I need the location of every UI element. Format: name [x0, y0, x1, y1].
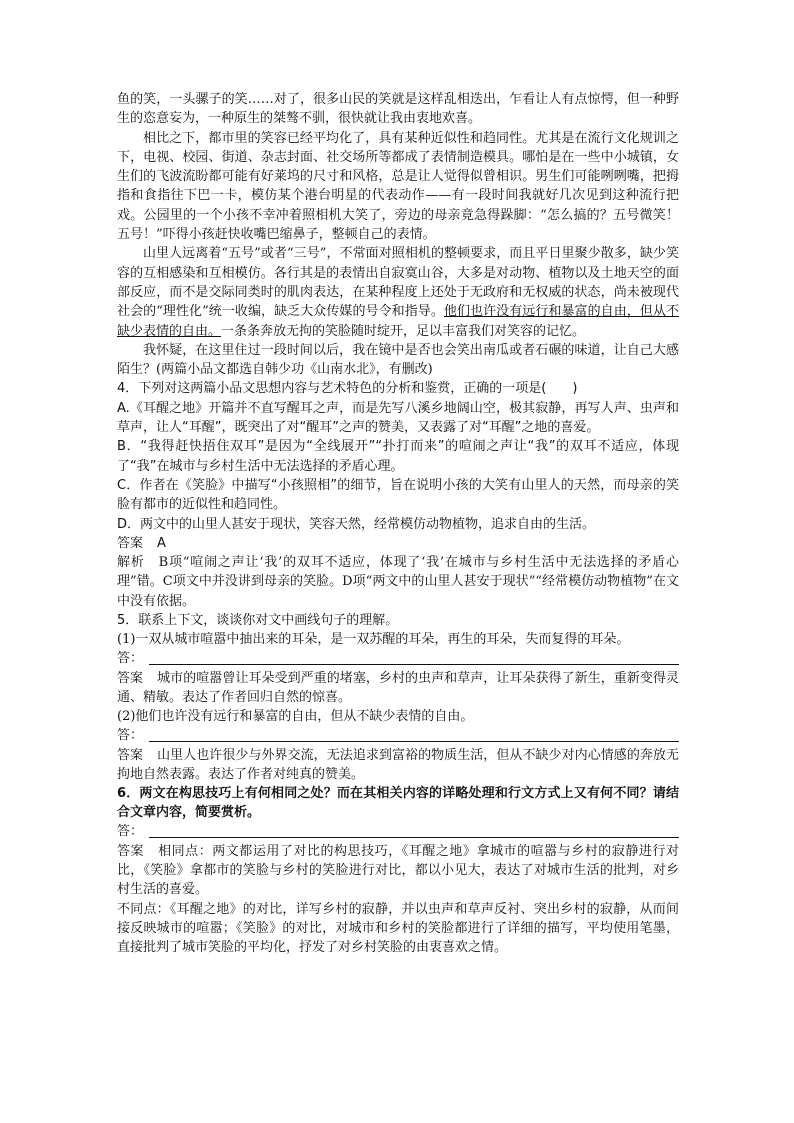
analysis-text: B项“喧闹之声让‘我’的双耳不适应，体现了‘我’在城市与乡村生活中无法选择的矛盾心理”错。C项文中并没讲到母亲的笑脸。D项“两文中的山里人甚安于现状”“经常模仿动物植物”在文中没有依据。 [117, 555, 679, 609]
question-4-option-c: C．作者在《笑脸》中描写“小孩照相”的细节，旨在说明小孩的大笑有山里人的天然，而母亲的笑脸有都市的近似性和趋同性。 [117, 477, 679, 513]
question-4-option-a: A.《耳醒之地》开篇并不直写醒耳之声，而是先写八溪乡地阔山空，极其寂静，再写人声、虫声和草声，让人“耳醒”，既突出了对“醒耳”之声的赞美，又表露了对“耳醒”之地的喜爱。 [117, 400, 679, 436]
passage-paragraph-1: 鱼的笑，一头骡子的笑……对了，很多山民的笑就是这样乱相迭出，乍看让人有点惊愕，但一种野生的恣意妄为，一种原生的桀骜不驯，很快就让我由衷地欢喜。 [117, 92, 679, 127]
answer-text: 城市的喧嚣曾让耳朵受到严重的堵塞，乡村的虫声和草声，让耳朵获得了新生，重新变得灵通、精敏。表达了作者回归自然的惊喜。 [117, 670, 679, 705]
answer-label: 答案 [117, 535, 144, 551]
question-4-option-d: D．两文中的山里人甚安于现状，笑容天然，经常模仿动物植物，追求自由的生活。 [117, 516, 596, 532]
question-5-sub-1: (1)一双从城市喧嚣中抽出来的耳朵，是一双苏醒的耳朵，再生的耳朵，失而复得的耳朵。 [117, 632, 630, 648]
passage-paragraph-2: 相比之下，都市里的笑容已经平均化了，具有某种近似性和趋同性。尤其是在流行文化规训之下，电视、校园、街道、杂志封面、社交场所等都成了表情制造模具。哪怕是在一些中小城镇，女生们的飞波流盼都可能有好莱坞的尺寸和风格，总是让人觉得似曾相识。男生们可能咧咧嘴，把拇指和食指往下巴一卡，模仿某个港台明星的代表动作——有一段时间我就好几次见到这种流行把戏。公园里的一个小孩不幸冲着照相机大笑了，旁边的母亲竟急得跺脚：“怎么搞的？五号微笑！五号！”吓得小孩赶快收嘴巴缩鼻子，整顿自己的表情。 [117, 130, 679, 243]
answer-blank[interactable] [149, 837, 679, 838]
answer-blank[interactable] [149, 664, 679, 665]
answer-blank[interactable] [149, 741, 679, 742]
question-4-answer [117, 534, 679, 553]
document-body [117, 90, 679, 957]
question-4-analysis [117, 553, 679, 611]
question-6-stem: 6．两文在构思技巧上有何相同之处？而在其相关内容的详略处理和行文方式上又有何不同？请结合文章内容，简要赏析。 [117, 786, 679, 821]
question-5-sub-2: (2)他们也许没有远行和暴富的自由，但从不缺少表情的自由。 [117, 709, 474, 725]
question-5-reply-line-1 [117, 650, 679, 669]
underlined-sentence: 他们也许没有远行和暴富的自由，但从不缺少表情的自由。 [117, 304, 679, 339]
answer-label: 答案 [117, 747, 144, 763]
passage-paragraph-3-text: 山里人远离着“五号”或者“三号”，不常面对照相机的整顿要求，而且平日里聚少散多，缺少笑容的互相感染和互相模仿。各行其是的表情出自寂寞山谷，大多是对动物、植物以及土地天空的面部反应，而不是交际同类时的肌肉表达，在某种程度上还处于无政府和无权威的状态，尚未被现代社会的“理性化”统一收编，缺乏大众传媒的号令和指导。 [117, 246, 679, 320]
reply-label: 答： [117, 728, 144, 744]
answer-value: A [157, 535, 166, 551]
reply-label: 答： [117, 651, 144, 667]
question-6-answer-diff: 不同点：《耳醒之地》的对比，详写乡村的寂静，并以虫声和草声反衬、突出乡村的寂静，从而间接反映城市的喧嚣；《笑脸》的对比，对城市和乡村的笑脸都进行了详细的描写，平均使用笔墨，直接批判了城市笑脸的平均化，抒发了对乡村笑脸的由衷喜欢之情。 [117, 901, 679, 956]
question-4-option-b: B．“我得赶快捂住双耳”是因为“全线展开”“扑打而来”的喧闹之声让“我”的双耳不适应，体现了“我”在城市与乡村生活中无法选择的矛盾心理。 [117, 439, 679, 474]
passage-paragraph-4: 我怀疑，在这里住过一段时间以后，我在镜中是否也会笑出南瓜或者石碾的味道，让自己大感陌生？(两篇小品文都选自韩少功《山南水北》，有删改) [117, 342, 679, 378]
question-5-answer-2 [117, 746, 679, 785]
question-6-reply-line [117, 823, 679, 842]
answer-text: 山里人也许很少与外界交流，无法追求到富裕的物质生活，但从不缺少对内心情感的奔放无拘地自然表露。表达了作者对纯真的赞美。 [117, 747, 679, 782]
passage-paragraph-3 [117, 244, 679, 340]
question-5-reply-line-2 [117, 727, 679, 746]
answer-label: 答案 [117, 670, 144, 686]
question-4-stem: 4．下列对这两篇小品文思想内容与艺术特色的分析和鉴赏，正确的一项是( ) [117, 381, 578, 397]
answer-text: 相同点：两文都运用了对比的构思技巧，《耳醒之地》拿城市的喧嚣与乡村的寂静进行对比，《笑脸》拿都市的笑脸与乡村的笑脸进行对比，都以小见大，表达了对城市生活的批判，对乡村生活的喜爱。 [117, 843, 679, 898]
question-6-answer-same [117, 842, 679, 900]
answer-label: 答案 [117, 843, 145, 859]
passage-paragraph-3-end: 一条条奔放无拘的笑脸随时绽开，足以丰富我们对笑容的记忆。 [221, 323, 586, 339]
analysis-label: 解析 [117, 555, 145, 571]
reply-label: 答： [117, 824, 144, 840]
question-5-answer-1 [117, 669, 679, 708]
question-5-stem: 5．联系上下文，谈谈你对文中画线句子的理解。 [117, 613, 399, 629]
